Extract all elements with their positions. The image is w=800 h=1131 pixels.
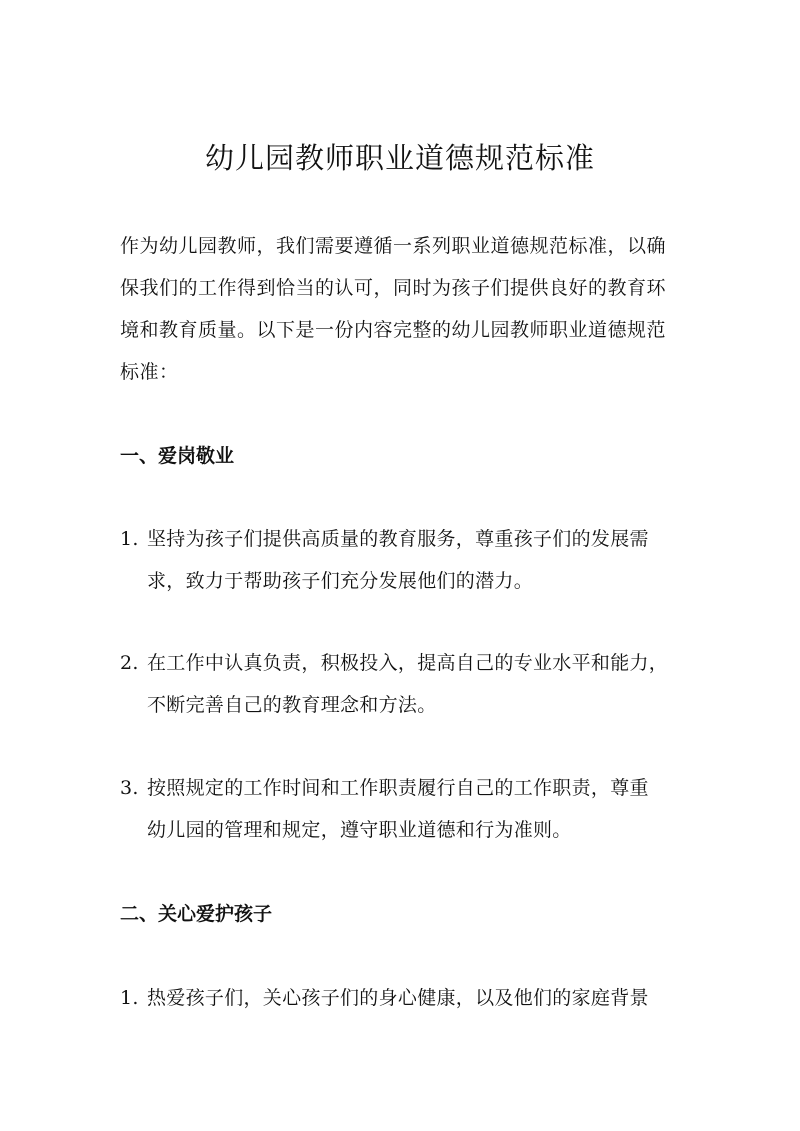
- section-heading-1: 一、爱岗敬业: [120, 445, 235, 467]
- list-item: [120, 767, 685, 851]
- item-line: 幼儿园的管理和规定，遵守职业道德和行为准则。: [147, 819, 572, 841]
- section-heading-2: 二、关心爱护孩子: [120, 903, 273, 925]
- item-line: 按照规定的工作时间和工作职责履行自己的工作职责，尊重: [147, 777, 649, 799]
- document-title: 幼儿园教师职业道德规范标准: [204, 141, 595, 175]
- item-line: 在工作中认真负责，积极投入，提高自己的专业水平和能力，: [147, 652, 669, 674]
- item-number: 1.: [120, 987, 139, 1009]
- list-item: [120, 977, 685, 1019]
- item-line: 坚持为孩子们提供高质量的教育服务，尊重孩子们的发展需: [147, 528, 649, 550]
- item-line: 求，致力于帮助孩子们充分发展他们的潜力。: [147, 570, 534, 592]
- list-item: [120, 642, 685, 726]
- item-line: 热爱孩子们，关心孩子们的身心健康，以及他们的家庭背景: [147, 987, 649, 1009]
- item-number: 1.: [120, 528, 139, 550]
- item-number: 3.: [120, 777, 139, 799]
- intro-paragraph: [120, 225, 685, 393]
- intro-line: 境和教育质量。以下是一份内容完整的幼儿园教师职业道德规范: [120, 319, 667, 341]
- intro-line: 保我们的工作得到恰当的认可，同时为孩子们提供良好的教育环: [120, 277, 667, 299]
- item-line: 不断完善自己的教育理念和方法。: [147, 694, 437, 716]
- item-number: 2.: [120, 652, 139, 674]
- intro-line: 作为幼儿园教师，我们需要遵循一系列职业道德规范标准，以确: [120, 235, 667, 257]
- list-item: [120, 518, 685, 602]
- intro-line: 标准：: [120, 361, 179, 383]
